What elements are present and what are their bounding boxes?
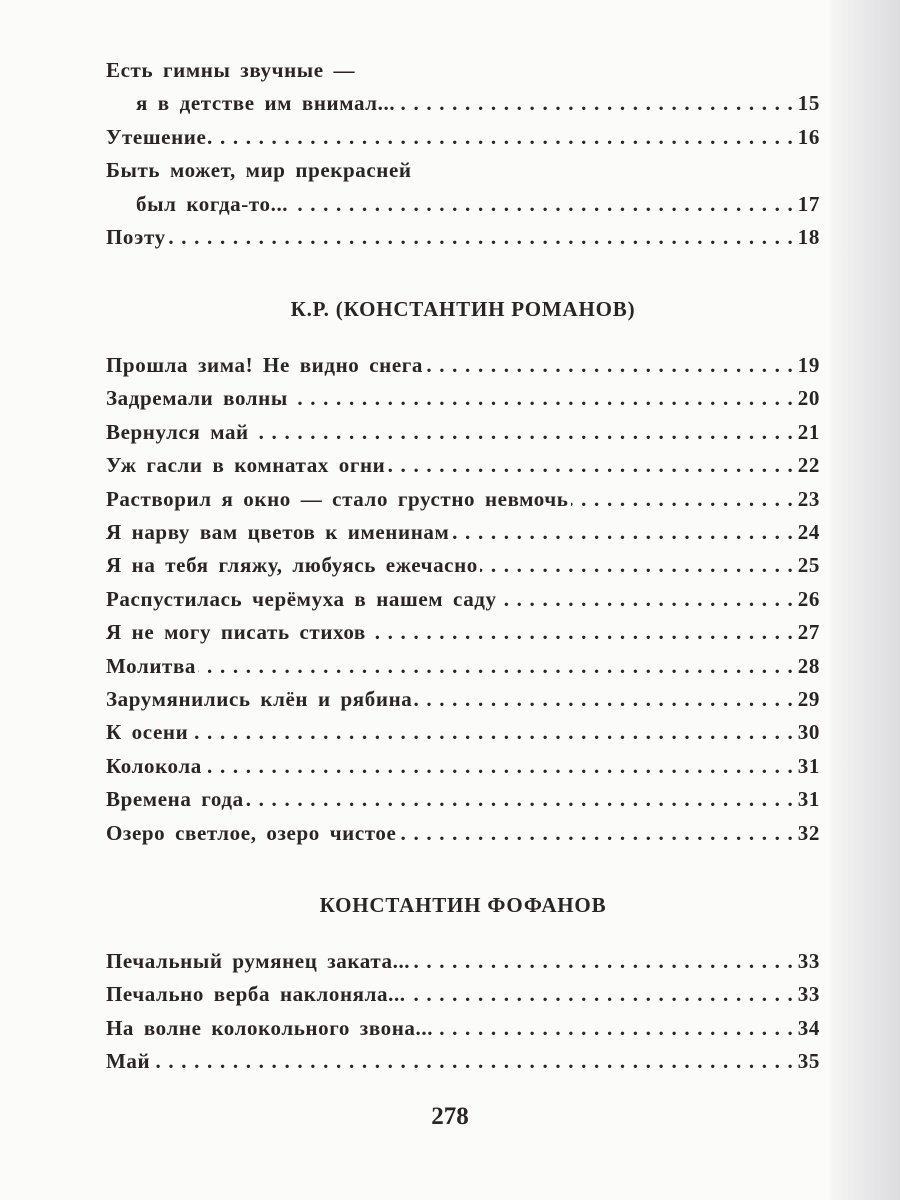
leader-dots: [571, 487, 794, 512]
leader-dots: [397, 91, 794, 116]
leader-dots: [398, 821, 794, 846]
toc-entry: [106, 720, 820, 750]
leader-dots: [208, 125, 794, 150]
toc-entry-page: 32: [797, 820, 820, 845]
toc-entry-title: я в детстве им внимал...: [136, 91, 396, 116]
toc-entry-page: 23: [797, 486, 820, 511]
toc-entry-page: 33: [797, 982, 820, 1007]
leader-dots: [204, 754, 794, 779]
toc-entry: [106, 754, 820, 784]
toc-entry-title: был когда-то...: [136, 191, 289, 216]
leader-dots: [412, 949, 794, 974]
toc-entry: [106, 58, 820, 88]
toc-entry-page: 31: [797, 787, 820, 812]
toc-entry-title: Озеро светлое, озеро чистое: [106, 820, 397, 845]
toc-entry: [106, 91, 820, 121]
toc-entry-page: 15: [797, 91, 820, 116]
toc-entry-page: 20: [797, 386, 820, 411]
toc-entry: [106, 821, 820, 851]
leader-dots: [451, 520, 794, 545]
leader-dots: [152, 1049, 794, 1074]
toc-entry: [106, 487, 820, 517]
toc-entry-title: Я на тебя гляжу, любуясь ежечасно: [106, 553, 478, 578]
toc-entry-page: 22: [797, 453, 820, 478]
toc-entry-title: Май: [106, 1049, 151, 1074]
leader-dots: [435, 1016, 794, 1041]
leader-dots: [480, 553, 794, 578]
toc-entry-page: 30: [797, 720, 820, 745]
toc-entry: [106, 353, 820, 383]
toc-entry-page: 34: [797, 1015, 820, 1040]
toc-entry-title: Есть гимны звучные —: [106, 58, 356, 82]
toc-entry-title: Поэту: [106, 225, 166, 249]
leader-dots: [408, 982, 794, 1007]
leader-dots: [168, 225, 794, 250]
toc-entry-title: Колокола: [106, 753, 202, 778]
toc-entry-page: 33: [797, 949, 820, 973]
leader-dots: [387, 453, 794, 478]
toc-entry: [106, 125, 820, 155]
toc-entry: [106, 453, 820, 483]
page-number: 278: [431, 1103, 469, 1130]
toc-entry-page: 29: [797, 687, 820, 711]
toc-entry-title: Уж гасли в комнатах огни: [106, 453, 386, 478]
leader-dots: [368, 620, 794, 645]
toc-entry-page: 25: [797, 553, 820, 578]
toc-entry-page: 16: [797, 124, 820, 149]
toc-entry-title: Я не могу писать стихов: [106, 620, 366, 645]
toc-entry-title: Я нарву вам цветов к именинам: [106, 520, 450, 544]
toc-entry-title: Задремали волны: [106, 386, 288, 411]
toc-entry: [106, 654, 820, 684]
toc-entry: [106, 949, 820, 979]
toc-entry: [106, 982, 820, 1012]
toc-entry-title: Времена года: [106, 787, 244, 812]
toc-entry: [106, 687, 820, 717]
toc-entry: [106, 620, 820, 650]
toc-entry-title: На волне колокольного звона...: [106, 1015, 434, 1040]
toc-entry: [106, 587, 820, 617]
leader-dots: [198, 654, 794, 679]
toc-entry-title: Вернулся май: [106, 419, 249, 444]
toc-entry-title: Печальный румянец заката...: [106, 949, 411, 973]
toc-entry-title: Быть может, мир прекрасней: [106, 158, 412, 183]
toc-entry-page: 18: [797, 225, 820, 249]
toc-entry-title: Прошла зима! Не видно снега: [106, 353, 424, 377]
toc-entry-title: Утешение: [106, 124, 207, 149]
toc-entry-title: К осени: [106, 720, 189, 745]
toc-entry-page: 31: [797, 753, 820, 778]
leader-dots: [251, 420, 794, 445]
toc-entry: [106, 225, 820, 255]
toc-entry-title: Распустилась черёмуха в нашем саду: [106, 586, 497, 611]
leader-dots: [190, 720, 794, 745]
leader-dots: [290, 192, 794, 217]
leader-dots: [425, 353, 794, 378]
toc-entry: [106, 520, 820, 550]
toc-entry-title: Зарумянились клён и рябина: [106, 687, 413, 711]
toc-entry: [106, 1049, 820, 1079]
leader-dots: [414, 687, 794, 712]
toc-entry-page: 19: [797, 353, 820, 377]
leader-dots: [246, 787, 794, 812]
toc-entry: [106, 386, 820, 416]
page-edge-shadow: [830, 0, 900, 1200]
toc-entry: [106, 420, 820, 450]
leader-dots: [290, 386, 794, 411]
toc-entry-page: 27: [797, 620, 820, 645]
toc-entry-page: 35: [797, 1049, 820, 1074]
toc-entry-page: 26: [797, 586, 820, 611]
toc-entry: [106, 192, 820, 222]
toc-entry-page: 24: [797, 520, 820, 544]
toc-entry: [106, 787, 820, 817]
section-heading-kr: К.Р. (КОНСТАНТИН РОМАНОВ): [290, 297, 636, 321]
toc-entry-page: 28: [797, 653, 820, 678]
toc-entry-title: Молитва: [106, 653, 197, 678]
toc-entry: [106, 553, 820, 583]
toc-entry: [106, 158, 820, 188]
section-heading-fofanov: КОНСТАНТИН ФОФАНОВ: [319, 893, 607, 917]
toc-entry-page: 17: [797, 191, 820, 216]
toc-entry-title: Растворил я окно — стало грустно невмочь: [106, 486, 569, 511]
toc-entry-page: 21: [797, 419, 820, 444]
leader-dots: [499, 587, 794, 612]
toc-entry-title: Печально верба наклоняла...: [106, 982, 406, 1007]
toc-entry: [106, 1016, 820, 1046]
